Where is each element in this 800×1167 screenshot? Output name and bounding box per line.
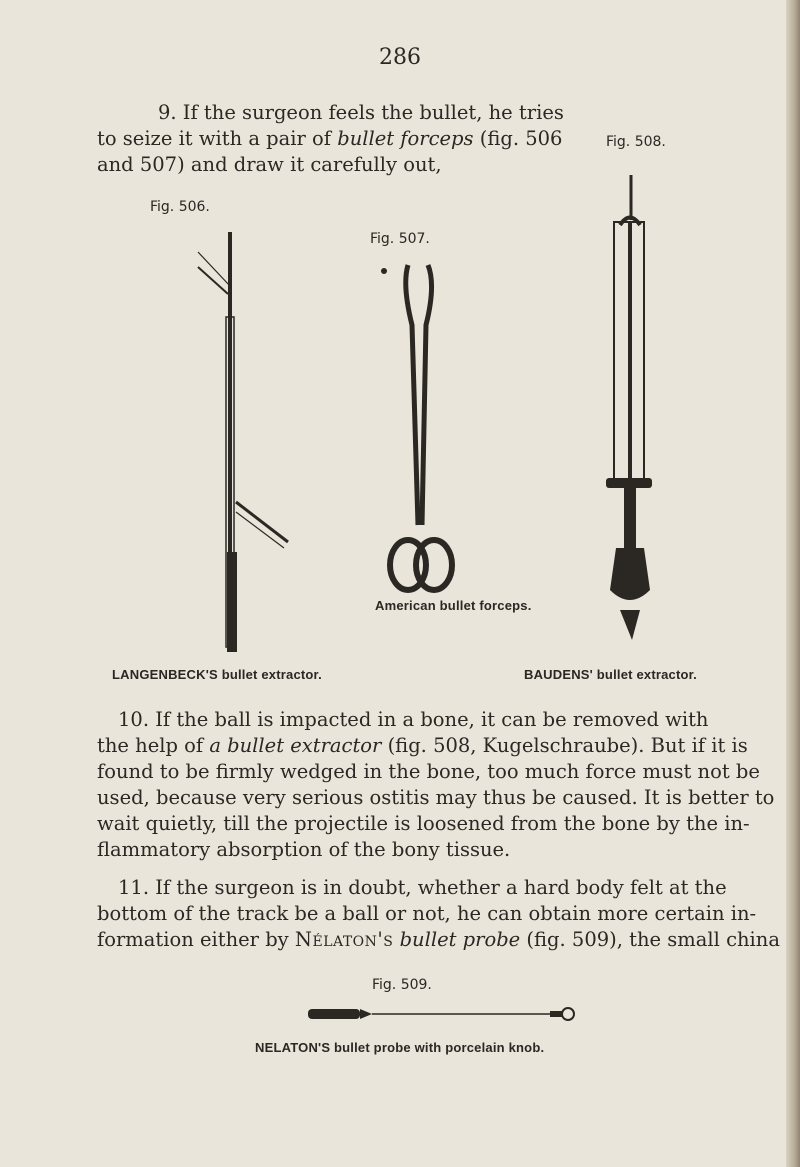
para11-line2: bottom of the track be a ball or not, he can obtain more certain in- — [97, 902, 757, 925]
fig506-label: Fig. 506. — [150, 199, 210, 215]
nelaton-probe-illustration — [300, 1003, 580, 1027]
fig509-caption: NELATON'S bullet probe with porcelain knob. — [255, 1040, 545, 1055]
para10-line6: flammatory absorption of the bony tissue. — [97, 838, 511, 861]
page-edge-shadow — [786, 0, 800, 1167]
para10-line1: 10. If the ball is impacted in a bone, it can be removed with — [118, 708, 709, 731]
american-forceps-illustration — [360, 255, 500, 595]
langenbeck-extractor-illustration — [180, 222, 310, 662]
para9-line3: and 507) and draw it carefully out, — [97, 153, 442, 176]
para10-line4: used, because very serious ostitis may thus be caused. It is better to — [97, 786, 775, 809]
para11-line1: 11. If the surgeon is in doubt, whether a hard body felt at the — [118, 876, 727, 899]
fig509-label: Fig. 509. — [372, 977, 432, 993]
para10-line5: wait quietly, till the projectile is loosened from the bone by the in- — [97, 812, 750, 835]
para10-line2: the help of a bullet extractor (fig. 508, Kugelschraube). But if it is — [97, 734, 748, 757]
para9-line2: to seize it with a pair of bullet forceps (fig. 506 — [97, 127, 563, 150]
fig508-caption: BAUDENS' bullet extractor. — [524, 667, 697, 682]
fig507-caption: American bullet forceps. — [375, 598, 532, 613]
page-number: 286 — [379, 45, 421, 70]
baudens-extractor-illustration — [590, 170, 670, 650]
fig508-label: Fig. 508. — [606, 134, 666, 150]
para10-line3: found to be firmly wedged in the bone, too much force must not be — [97, 760, 760, 783]
para9-line1: 9. If the surgeon feels the bullet, he tries — [158, 101, 564, 124]
fig507-label: Fig. 507. — [370, 231, 430, 247]
fig506-caption: LANGENBECK'S bullet extractor. — [112, 667, 322, 682]
para11-line3: formation either by Nélaton's bullet probe (fig. 509), the small china — [97, 928, 780, 951]
